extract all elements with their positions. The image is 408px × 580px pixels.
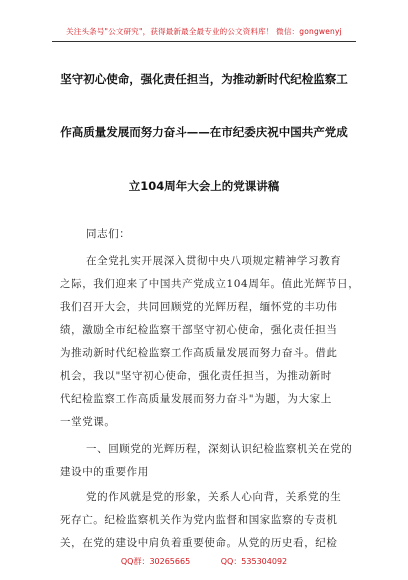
- body-line: 党的作风就是党的形象，关系人心向背，关系党的生: [86, 491, 342, 503]
- footer-qq: QQ：535304092: [220, 557, 288, 566]
- body-line: 绩，激励全市纪检监察干部坚守初心使命，强化责任担当: [60, 324, 338, 336]
- footer-qq-group: QQ群：30265665: [120, 557, 191, 566]
- body-line: 之际，我们迎来了中国共产党成立104周年。值此光辉节日，: [60, 278, 360, 290]
- body-line: 机会，我以"坚守初心使命，强化责任担当，为推动新时: [60, 370, 332, 382]
- body-line: 我们召开大会，共同回顾党的光辉历程，缅怀党的丰功伟: [60, 301, 338, 313]
- body-line: 一堂党课。: [60, 416, 116, 428]
- body-line: 关，在党的建设中肩负着重要使命。从党的历史看，纪检: [60, 537, 338, 549]
- body-line: 为推动新时代纪检监察工作高质量发展而努力奋斗。借此: [60, 347, 338, 359]
- section-heading: 建设中的重要作用: [60, 466, 149, 478]
- title-line-3: 立104周年大会上的党课讲稿: [128, 179, 280, 193]
- body-line: 代纪检监察工作高质量发展而努力奋斗"为题，为大家上: [60, 393, 332, 405]
- header-divider: [52, 41, 356, 42]
- title-line-1: 坚守初心使命，强化责任担当，为推动新时代纪检监察工: [60, 72, 348, 86]
- footer: [0, 556, 408, 567]
- section-heading: 一、回顾党的光辉历程，深刻认识纪检监察机关在党的: [86, 443, 353, 455]
- header-note: 关注头条号"公文研究"，获得最新最全最专业的公文资料库！ 微信：gongwenyj: [66, 27, 342, 36]
- title-line-2: 作高质量发展而努力奋斗——在市纪委庆祝中国共产党成: [60, 125, 348, 139]
- body-line: 在全党扎实开展深入贯彻中央八项规定精神学习教育: [86, 255, 342, 267]
- body-line: 死存亡。纪检监察机关作为党内监督和国家监察的专责机: [60, 514, 338, 526]
- salutation: 同志们：: [86, 228, 131, 240]
